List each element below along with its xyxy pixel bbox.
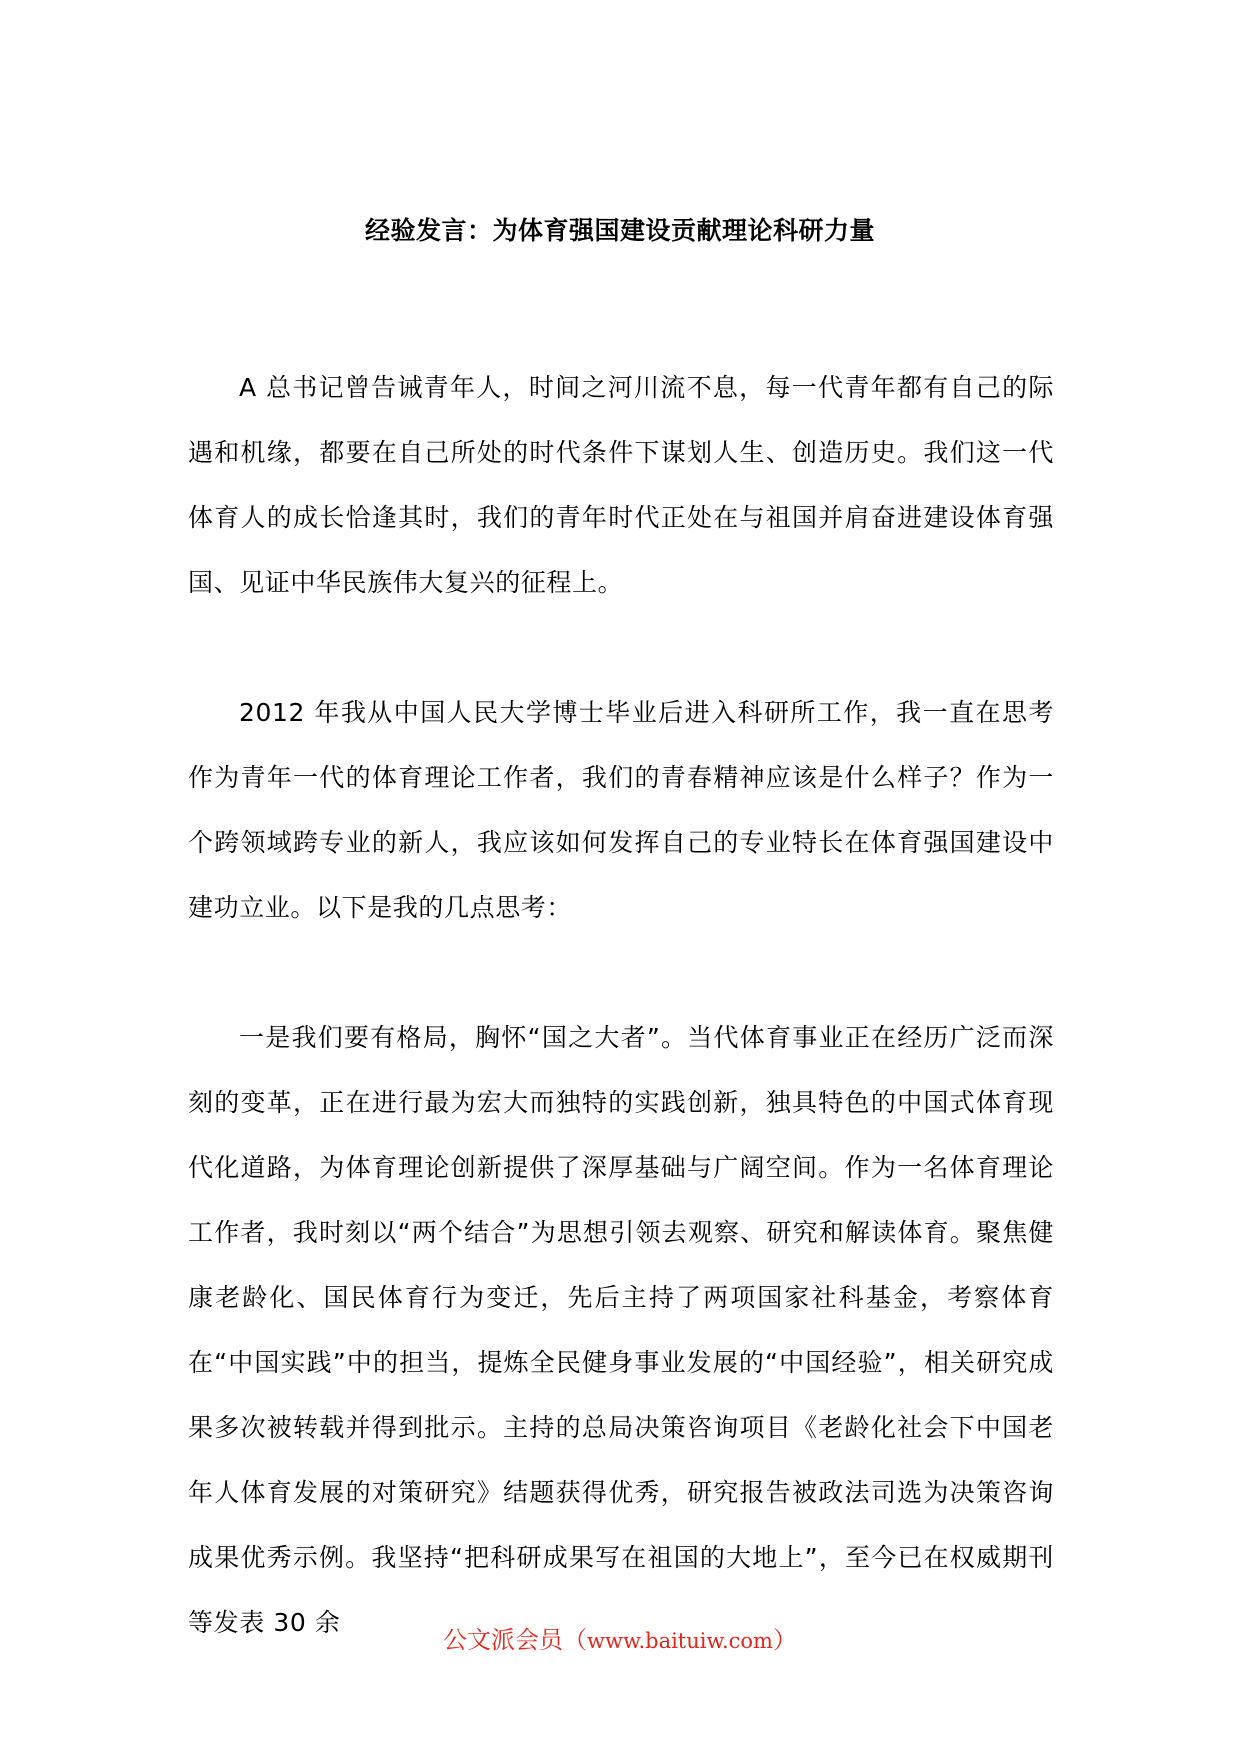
paragraph-3: 一是我们要有格局，胸怀“国之大者”。当代体育事业正在经历广泛而深刻的变革，正在进行最为宏大而独特的实践创新，独具特色的中国式体育现代化道路，为体育理论创新提供了深厚基础与广阔空间。作为一名体育理论工作者，我时刻以“两个结合”为思想引领去观察、研究和解读体育。聚焦健康老龄化、国民体育行为变迁，先后主持了两项国家社科基金，考察体育在“中国实践”中的担当，提炼全民健身事业发展的“中国经验”，相关研究成果多次被转载并得到批示。主持的总局决策咨询项目《老龄化社会下中国老年人体育发展的对策研究》结题获得优秀，研究报告被政法司选为决策咨询成果优秀示例。我坚持“把科研成果写在祖国的大地上”，至今已在权威期刊等发表 30 余 [188, 1023, 1054, 1637]
paragraph-1: A 总书记曾告诫青年人，时间之河川流不息，每一代青年都有自己的际遇和机缘，都要在自己所处的时代条件下谋划人生、创造历史。我们这一代体育人的成长恰逢其时，我们的青年时代正处在与祖国并肩奋进建设体育强国、见证中华民族伟大复兴的征程上。 [188, 373, 1054, 597]
footer-close: ） [772, 1626, 797, 1654]
footer-label: 公文派会员（ [443, 1626, 588, 1654]
document-body [188, 355, 1054, 1655]
footer-watermark [0, 1624, 1240, 1657]
paragraph-2: 2012 年我从中国人民大学博士毕业后进入科研所工作，我一直在思考作为青年一代的体育理论工作者，我们的青春精神应该是什么样子？作为一个跨领域跨专业的新人，我应该如何发挥自己的专业特长在体育强国建设中建功立业。以下是我的几点思考： [188, 698, 1054, 922]
footer-url: www.baituiw.com [587, 1629, 773, 1653]
document-title: 经验发言：为体育强国建设贡献理论科研力量 [364, 216, 875, 245]
